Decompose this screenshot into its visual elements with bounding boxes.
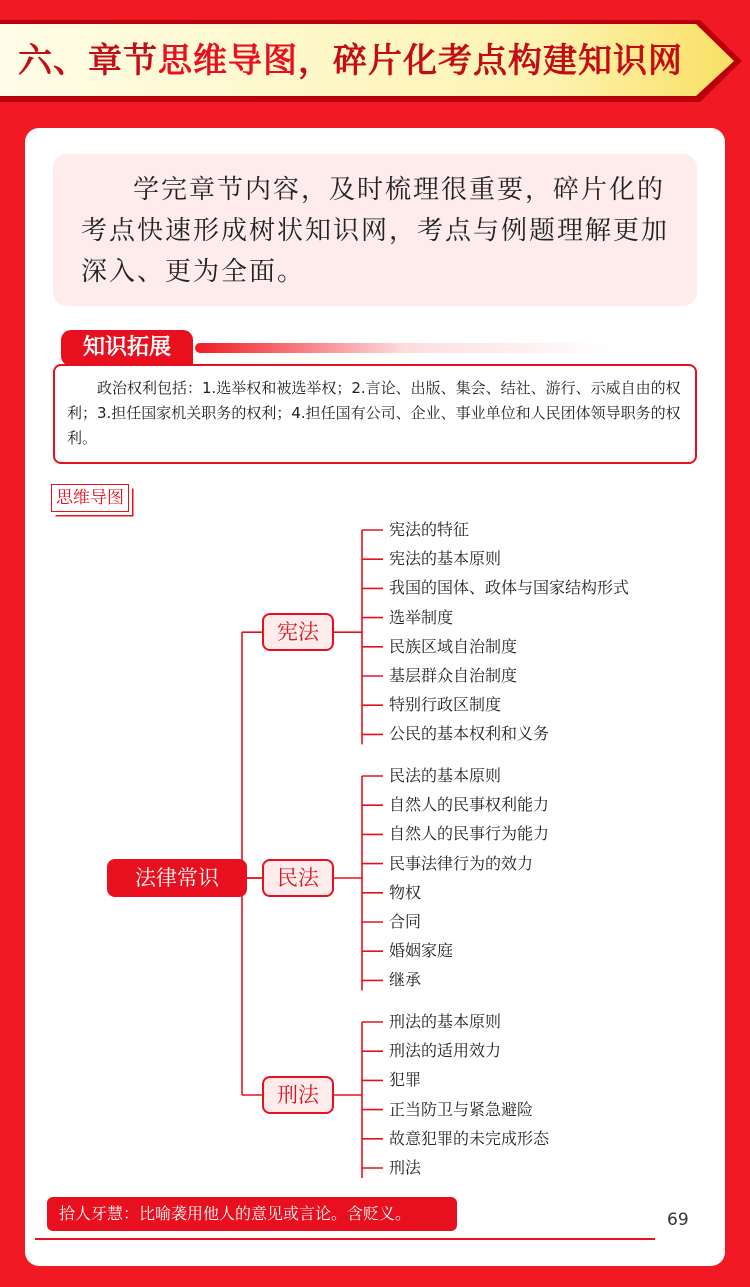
knowledge-extension-box: 政治权利包括：1.选举权和被选举权；2.言论、出版、集会、结社、游行、示威自由的权利；3.担任国家机关职务的权利；4.担任国有公司、企业、事业单位和人民团体领导职务的权利。 bbox=[53, 364, 697, 464]
mindmap-root: 法律常识 bbox=[107, 859, 247, 897]
mindmap-leaf: 继承 bbox=[389, 970, 422, 990]
mindmap-leaf: 民事法律行为的效力 bbox=[389, 853, 534, 873]
mindmap-leaf: 自然人的民事行为能力 bbox=[389, 824, 550, 844]
content-card bbox=[25, 128, 725, 1266]
mindmap-leaf: 我国的国体、政体与国家结构形式 bbox=[389, 578, 630, 598]
mindmap-leaf: 正当防卫与紧急避险 bbox=[389, 1099, 534, 1119]
idiom-note: 拾人牙慧：比喻袭用他人的意见或言论。含贬义。 bbox=[47, 1197, 457, 1231]
mindmap-branch: 民法 bbox=[262, 859, 334, 897]
section-title: 六、章节思维导图，碎片化考点构建知识网 bbox=[18, 41, 683, 81]
mindmap-leaf: 刑法的适用效力 bbox=[389, 1041, 502, 1061]
mindmap-leaf: 刑法 bbox=[389, 1158, 422, 1177]
mindmap-leaf: 合同 bbox=[389, 912, 422, 931]
mindmap-leaf: 宪法的特征 bbox=[389, 520, 470, 539]
mindmap-leaf: 民族区域自治制度 bbox=[389, 636, 518, 656]
mindmap-leaf: 公民的基本权利和义务 bbox=[389, 724, 550, 744]
mindmap-leaf: 宪法的基本原则 bbox=[389, 549, 502, 569]
mindmap-branch: 宪法 bbox=[262, 613, 334, 651]
mindmap-connectors bbox=[25, 128, 725, 1188]
mindmap-leaf: 自然人的民事权利能力 bbox=[389, 795, 550, 815]
mindmap-leaf: 选举制度 bbox=[389, 607, 454, 627]
page-number: 69 bbox=[667, 1210, 689, 1230]
mindmap-leaf: 基层群众自治制度 bbox=[389, 666, 518, 685]
mindmap-leaf: 特别行政区制度 bbox=[389, 695, 502, 715]
mindmap-branch: 刑法 bbox=[262, 1076, 334, 1114]
mindmap-leaf: 物权 bbox=[389, 882, 422, 902]
section-banner bbox=[0, 20, 745, 102]
mindmap-leaf: 婚姻家庭 bbox=[389, 941, 454, 961]
mindmap-label: 思维导图 bbox=[51, 484, 129, 512]
mindmap-leaf: 犯罪 bbox=[389, 1070, 422, 1090]
intro-paragraph: 学完章节内容，及时梳理很重要，碎片化的考点快速形成树状知识网，考点与例题理解更加深入、更为全面。 bbox=[53, 154, 697, 306]
mindmap-leaf: 刑法的基本原则 bbox=[389, 1012, 502, 1031]
mindmap-leaf: 故意犯罪的未完成形态 bbox=[389, 1128, 550, 1148]
knowledge-extension-label: 知识拓展 bbox=[61, 330, 193, 366]
mindmap-leaf: 民法的基本原则 bbox=[389, 766, 502, 785]
footer-divider bbox=[35, 1238, 655, 1240]
